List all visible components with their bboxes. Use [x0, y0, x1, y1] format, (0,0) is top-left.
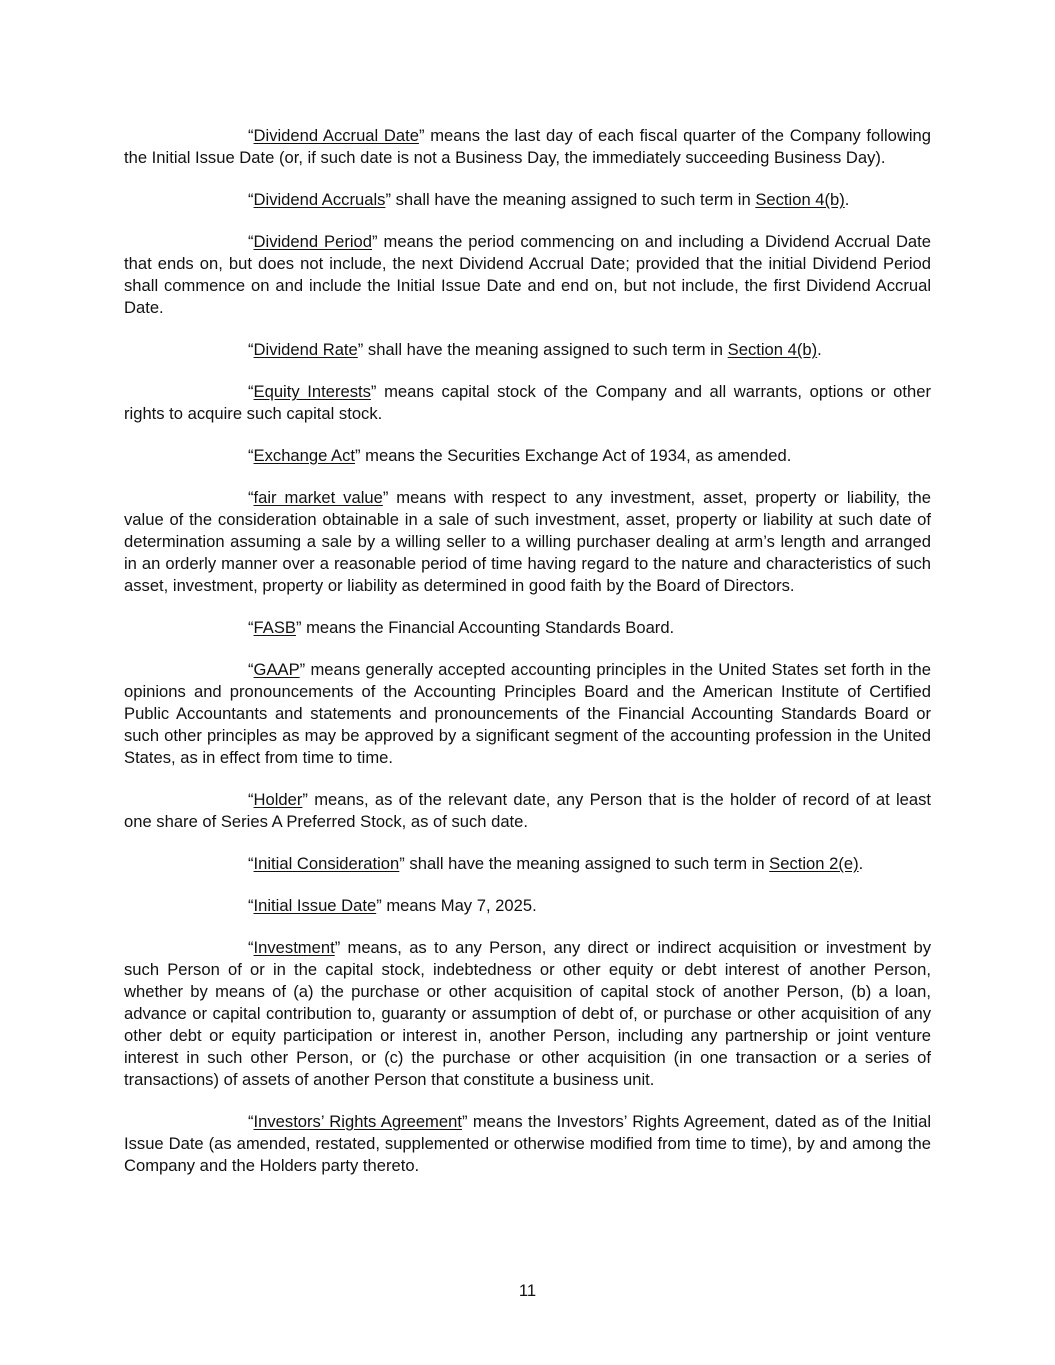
- definition-fasb: “FASB” means the Financial Accounting Standards Board.: [248, 618, 675, 637]
- defined-term: GAAP: [253, 660, 300, 679]
- defined-term: Dividend Accrual Date: [253, 126, 419, 145]
- definition-text: means generally accepted accounting principles in the United States set forth in the opinions and pronouncements of the Accounting Principles Board and the American Institute of Certified Public Accountants and statements and pronouncements of the Financial Accounting Standards Board or such other principles as may be approved by a significant segment of the accounting profession in the United States, as in effect from time to time.: [124, 660, 931, 767]
- defined-term: Initial Consideration: [253, 854, 400, 873]
- definition-text: means May 7, 2025.: [381, 896, 537, 915]
- definition-text: shall have the meaning assigned to such term in: [390, 190, 756, 209]
- defined-term: Dividend Accruals: [253, 190, 386, 209]
- definition-dividend-period: “Dividend Period” means the period commencing on and including a Dividend Accrual Date that ends on, but does not include, the next Dividend Accrual Date; provided that the initial Dividend Period shall commence on and include the Initial Issue Date and end on, but not include, the first Dividend Accrual Date.: [124, 232, 931, 317]
- definition-text: means with respect to any investment, asset, property or liability, the value of the consideration obtainable in a sale of such investment, asset, property or liability at such date of determination assuming a sale by a willing seller to a willing purchaser dealing at arm’s length and arranged in an orderly manner over a reasonable period of time having regard to the nature and characteristics of such asset, investment, property or liability as determined in good faith by the Board of Directors.: [124, 488, 931, 595]
- page-number: 11: [518, 1281, 537, 1300]
- defined-term: Dividend Period: [253, 232, 373, 251]
- section-reference: Section 4(b): [755, 190, 845, 209]
- definition-gaap: “GAAP” means generally accepted accounting principles in the United States set forth in the opinions and pronouncements of the Accounting Principles Board and the American Institute of Certified Public Accountants and statements and pronouncements of the Financial Accounting Standards Board or such other principles as may be approved by a significant segment of the accounting profession in the United States, as in effect from time to time.: [124, 660, 931, 767]
- definition-text: shall have the meaning assigned to such term in: [363, 340, 728, 359]
- definition-dividend-accruals: “Dividend Accruals” shall have the meaning assigned to such term in Section 4(b).: [248, 190, 850, 209]
- definition-initial-consideration: “Initial Consideration” shall have the meaning assigned to such term in Section 2(e).: [248, 854, 864, 873]
- definition-text: means capital stock of the Company and all warrants, options or other rights to acquire such capital stock.: [124, 382, 931, 423]
- definition-initial-issue-date: “Initial Issue Date” means May 7, 2025.: [248, 896, 537, 915]
- definition-dividend-rate: “Dividend Rate” shall have the meaning assigned to such term in Section 4(b).: [248, 340, 822, 359]
- definition-investment: “Investment” means, as to any Person, any direct or indirect acquisition or investment by such Person of or in the capital stock, indebtedness or other equity or debt interest of another Person, whether by means of (a) the purchase or other acquisition of capital stock of another Person, (b) a loan, advance or capital contribution to, guaranty or assumption of debt of, or purchase or other acquisition of any other debt or equity participation or interest in, another Person, including any partnership or joint venture interest in such other Person, or (c) the purchase or other acquisition (in one transaction or a series of transactions) of assets of another Person that constitute a business unit.: [124, 938, 931, 1089]
- definition-text: means the Securities Exchange Act of 1934, as amended.: [360, 446, 792, 465]
- definition-text: means, as of the relevant date, any Person that is the holder of record of at least one share of Series A Preferred Stock, as of such date.: [124, 790, 931, 831]
- definition-investors-rights-agreement: “Investors’ Rights Agreement” means the Investors’ Rights Agreement, dated as of the Initial Issue Date (as amended, restated, supplemented or otherwise modified from time to time), by and among the Company and the Holders party thereto.: [124, 1112, 931, 1175]
- defined-term: fair market value: [253, 488, 383, 507]
- definition-text: means the last day of each fiscal quarter of the Company following the Initial Issue Date (or, if such date is not a Business Day, the immediately succeeding Business Day).: [124, 126, 931, 167]
- definition-dividend-accrual-date: “Dividend Accrual Date” means the last day of each fiscal quarter of the Company following the Initial Issue Date (or, if such date is not a Business Day, the immediately succeeding Business Day).: [124, 126, 931, 167]
- definition-text: shall have the meaning assigned to such term in: [404, 854, 770, 873]
- defined-term: Investors’ Rights Agreement: [253, 1112, 462, 1131]
- section-reference: Section 4(b): [727, 340, 818, 359]
- defined-term: Dividend Rate: [253, 340, 358, 359]
- definitions-body: [124, 125, 931, 1197]
- defined-term: Investment: [253, 938, 335, 957]
- section-reference: Section 2(e): [769, 854, 859, 873]
- definition-holder: “Holder” means, as of the relevant date, any Person that is the holder of record of at least one share of Series A Preferred Stock, as of such date.: [124, 790, 931, 831]
- defined-term: FASB: [253, 618, 296, 637]
- defined-term: Exchange Act: [253, 446, 356, 465]
- definition-text: means the Financial Accounting Standards Board.: [301, 618, 675, 637]
- definition-text: means the Investors’ Rights Agreement, dated as of the Initial Issue Date (as amended, restated, supplemented or otherwise modified from time to time), by and among the Company and the Holders party thereto.: [124, 1112, 931, 1175]
- defined-term: Initial Issue Date: [253, 896, 377, 915]
- definition-exchange-act: “Exchange Act” means the Securities Exchange Act of 1934, as amended.: [248, 446, 792, 465]
- defined-term: Equity Interests: [253, 382, 371, 401]
- definition-text: means the period commencing on and including a Dividend Accrual Date that ends on, but does not include, the next Dividend Accrual Date; provided that the initial Dividend Period shall commence on and include the Initial Issue Date and end on, but not include, the first Dividend Accrual Date.: [124, 232, 931, 317]
- defined-term: Holder: [253, 790, 303, 809]
- definition-text: means, as to any Person, any direct or indirect acquisition or investment by such Person of or in the capital stock, indebtedness or other equity or debt interest of another Person, whether by means of (a) the purchase or other acquisition of capital stock of another Person, (b) a loan, advance or capital contribution to, guaranty or assumption of debt of, or purchase or other acquisition of any other debt or equity participation or interest in, another Person, including any partnership or joint venture interest in such other Person, or (c) the purchase or other acquisition (in one transaction or a series of transactions) of assets of another Person that constitute a business unit.: [124, 938, 931, 1089]
- definition-equity-interests: “Equity Interests” means capital stock of the Company and all warrants, options or other rights to acquire such capital stock.: [124, 382, 931, 423]
- definition-fair-market-value: “fair market value” means with respect to any investment, asset, property or liability, the value of the consideration obtainable in a sale of such investment, asset, property or liability at such date of determination assuming a sale by a willing seller to a willing purchaser dealing at arm’s length and arranged in an orderly manner over a reasonable period of time having regard to the nature and characteristics of such asset, investment, property or liability as determined in good faith by the Board of Directors.: [124, 488, 931, 595]
